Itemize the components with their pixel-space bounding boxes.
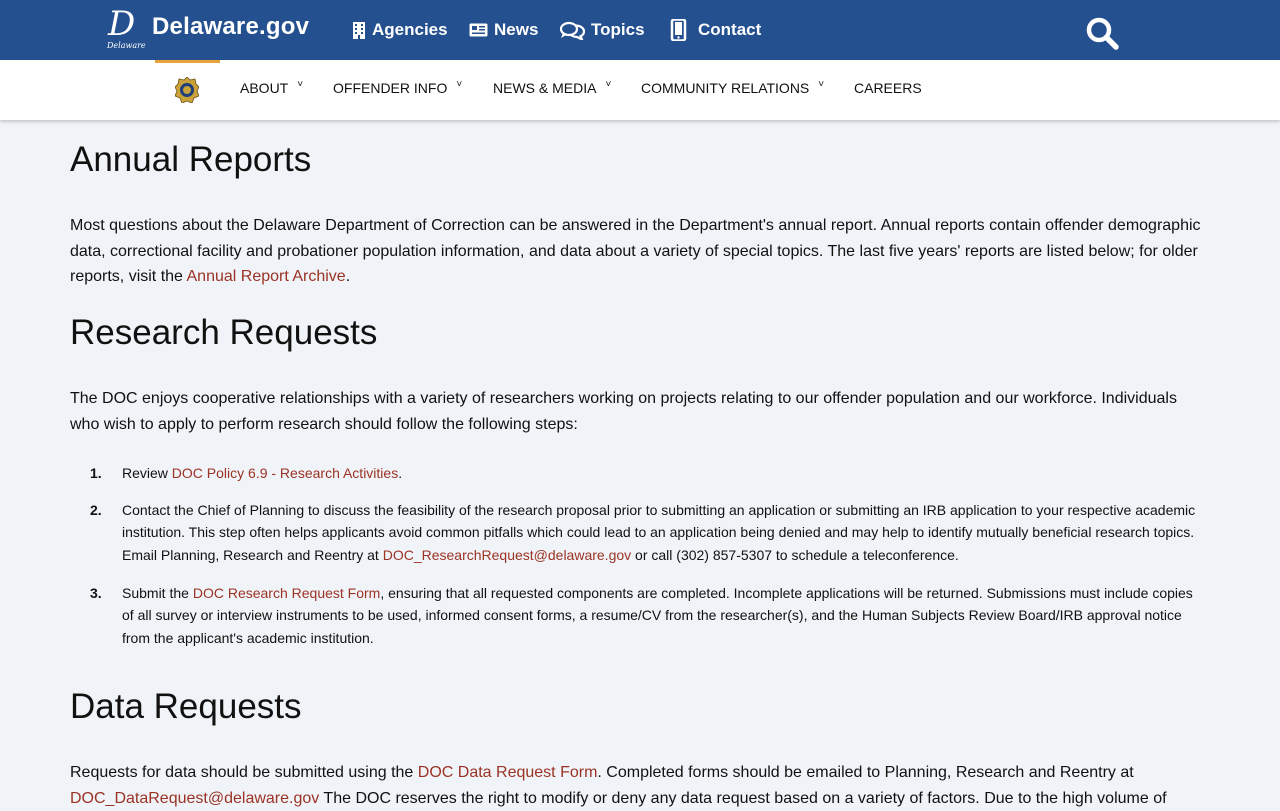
delaware-gov-logo[interactable] <box>106 4 311 52</box>
research-request-form-link[interactable]: DOC Research Request Form <box>192 585 381 601</box>
step-number: 1. <box>90 465 102 481</box>
doc-badge-icon <box>175 77 199 103</box>
chevron-down-icon: ˅ <box>818 79 825 90</box>
subnav-news-media-label: NEWS & MEDIA <box>493 80 597 96</box>
nav-contact-link[interactable] <box>670 17 761 43</box>
subnav-community-relations-label: COMMUNITY RELATIONS <box>641 80 810 96</box>
step-text-end: or call (302) 857-5307 to schedule a teleconference. <box>631 546 959 563</box>
mobile-phone-icon <box>670 19 688 41</box>
annual-reports-paragraph <box>70 213 1210 290</box>
research-requests-paragraph: The DOC enjoys cooperative relationships with a variety of researchers working on projects relating to our offender population and our workforce. Individuals who wish to apply to perform research should follow the following steps: <box>70 390 1177 433</box>
data-request-email-link[interactable]: DOC_DataRequest@delaware.gov <box>70 789 320 807</box>
logo-letter: D <box>108 4 136 44</box>
nav-agencies-label: Agencies <box>372 20 448 39</box>
subnav-offender-info[interactable] <box>333 79 462 97</box>
research-request-email-link[interactable]: DOC_ResearchRequest@delaware.gov <box>382 546 632 563</box>
subnav-about-label: ABOUT <box>240 80 289 96</box>
data-requests-heading: Data Requests <box>70 687 302 726</box>
step-text-start: Review <box>122 465 172 481</box>
step-text-end: , ensuring that all requested components are completed. Incomplete applications will be returned. Submissions must include copies of all survey or interview instruments to be used, informed consent forms, a resume/CV from the researcher(s), and the Human Subjects Review Board/IRB approval notice from the applicant's academic institution. <box>122 585 1193 646</box>
subnav-community-relations[interactable] <box>641 79 824 97</box>
nav-contact-label: Contact <box>698 20 762 39</box>
building-icon <box>352 22 366 39</box>
subnav-offender-info-label: OFFENDER INFO <box>333 80 448 96</box>
step-text-start: Contact the Chief of Planning to discuss the feasibility of the research proposal prior to submitting an application or submitting an IRB application to your respective academic institution. This step often helps applicants avoid common pitfalls which could lead to an application being denied and may help to identify mutually beneficial research topics. Email Planning, Research and Reentry at <box>122 502 1196 563</box>
data-requests-paragraph <box>70 760 1210 811</box>
research-requests-heading: Research Requests <box>70 313 378 352</box>
subnav-careers-label: CAREERS <box>854 80 922 96</box>
doc-home-tab[interactable] <box>155 60 220 120</box>
logo-text: Delaware.gov <box>152 13 310 40</box>
top-bar <box>0 0 1280 60</box>
data-requests-text-middle: . Completed forms should be emailed to Planning, Research and Reentry at <box>597 764 1134 781</box>
step-number: 3. <box>90 585 102 601</box>
data-requests-text: Requests for data should be submitted using the <box>70 764 418 781</box>
subnav-news-media[interactable] <box>493 79 611 97</box>
search-button[interactable] <box>1084 15 1120 51</box>
search-icon <box>1084 15 1120 51</box>
nav-agencies-link[interactable] <box>352 17 448 43</box>
step-text-start: Submit the <box>122 585 193 601</box>
nav-news-link[interactable] <box>469 17 538 43</box>
delaware-d-logo-mark <box>106 4 148 52</box>
chevron-down-icon: ˅ <box>297 79 304 90</box>
chat-bubbles-icon <box>560 21 585 40</box>
annual-report-archive-link[interactable]: Annual Report Archive <box>186 268 346 285</box>
step-text <box>122 462 1204 484</box>
research-policy-link[interactable]: DOC Policy 6.9 - Research Activities <box>171 465 399 481</box>
data-requests-text-end: The DOC reserves the right to modify or deny any data request based on a variety of factors. Due to the high volume of <box>319 789 1167 807</box>
nav-topics-label: Topics <box>591 20 645 39</box>
annual-reports-heading: Annual Reports <box>70 140 312 179</box>
logo-subtext: Delaware <box>107 41 146 50</box>
nav-news-label: News <box>494 20 539 39</box>
step-number: 2. <box>90 502 102 518</box>
data-request-form-link[interactable]: DOC Data Request Form <box>417 764 598 781</box>
annual-reports-text: Most questions about the Delaware Department of Correction can be answered in the Department's annual report. Annual reports contain offender demographic data, correctional facility and probationer population information, and data about a variety of special topics. The last five years' reports are listed below; for older reports, visit the <box>70 217 1201 285</box>
chevron-down-icon: ˅ <box>605 79 612 90</box>
step-text <box>122 582 1204 649</box>
nav-topics-link[interactable] <box>560 17 645 43</box>
agency-sub-navigation <box>0 60 1280 120</box>
step-text-end: . <box>398 465 403 481</box>
subnav-careers[interactable] <box>854 79 922 97</box>
subnav-about[interactable] <box>240 79 303 97</box>
step-text <box>122 499 1204 566</box>
annual-reports-text-end: . <box>345 268 351 285</box>
newspaper-icon <box>469 23 488 37</box>
chevron-down-icon: ˅ <box>456 79 463 90</box>
